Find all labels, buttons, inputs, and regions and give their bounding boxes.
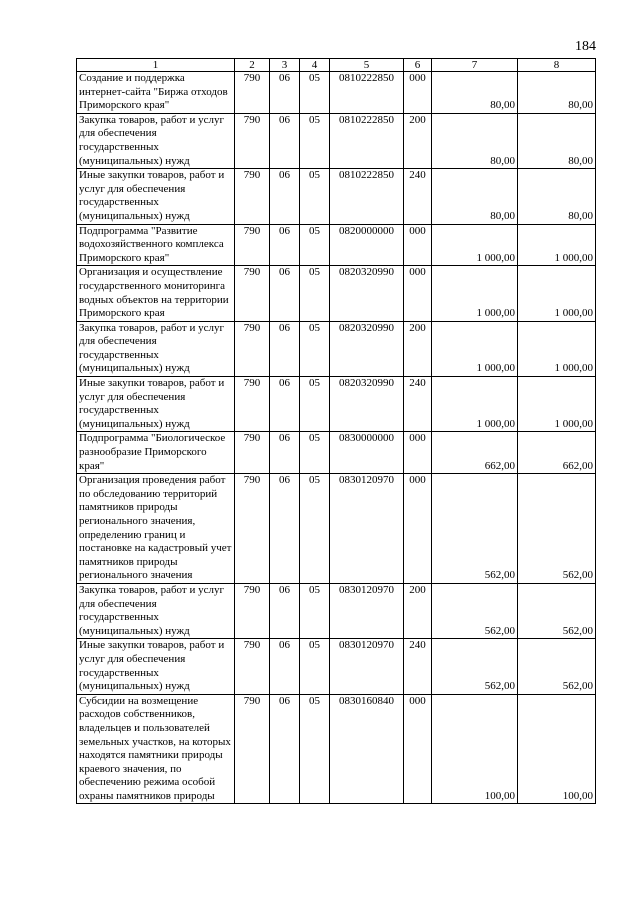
cell-amount-col7: 1 000,00: [432, 321, 518, 376]
cell-name: Создание и поддержка интернет-сайта "Биржа отходов Приморского края": [77, 72, 235, 114]
header-col-4: 4: [300, 59, 330, 72]
cell-amount-col8: 100,00: [518, 694, 596, 804]
cell-subsection-code: 05: [300, 639, 330, 694]
table-row: [77, 377, 596, 432]
cell-amount-col8: 80,00: [518, 113, 596, 168]
cell-section-code: 06: [270, 583, 300, 638]
cell-ved-code: 790: [235, 432, 270, 474]
header-col-8: 8: [518, 59, 596, 72]
cell-name: Субсидии на возмещение расходов собственников, владельцев и пользователей земельных участков, на которых находятся памятники природы краевого значения, по обеспечению режима особой охраны памятников природы: [77, 694, 235, 804]
cell-ved-code: 790: [235, 583, 270, 638]
cell-ved-code: 790: [235, 377, 270, 432]
table-row: [77, 169, 596, 224]
cell-amount-col7: 562,00: [432, 474, 518, 584]
cell-name: Закупка товаров, работ и услуг для обеспечения государственных (муниципальных) нужд: [77, 113, 235, 168]
cell-expense-type-code: 200: [404, 583, 432, 638]
table-row: [77, 113, 596, 168]
table-row: [77, 583, 596, 638]
cell-section-code: 06: [270, 694, 300, 804]
cell-amount-col8: 562,00: [518, 474, 596, 584]
cell-expense-type-code: 000: [404, 266, 432, 321]
table-body: [77, 72, 596, 804]
cell-name: Организация и осуществление государственного мониторинга водных объектов на территории Приморского края: [77, 266, 235, 321]
cell-expense-type-code: 200: [404, 113, 432, 168]
cell-section-code: 06: [270, 377, 300, 432]
cell-amount-col8: 1 000,00: [518, 266, 596, 321]
cell-subsection-code: 05: [300, 694, 330, 804]
cell-ved-code: 790: [235, 266, 270, 321]
cell-subsection-code: 05: [300, 113, 330, 168]
cell-ved-code: 790: [235, 321, 270, 376]
cell-subsection-code: 05: [300, 432, 330, 474]
cell-ved-code: 790: [235, 694, 270, 804]
cell-amount-col7: 80,00: [432, 113, 518, 168]
table-row: [77, 224, 596, 266]
cell-name: Иные закупки товаров, работ и услуг для обеспечения государственных (муниципальных) нужд: [77, 377, 235, 432]
cell-target-code: 0820320990: [330, 377, 404, 432]
header-col-3: 3: [270, 59, 300, 72]
cell-ved-code: 790: [235, 224, 270, 266]
table-row: [77, 321, 596, 376]
cell-expense-type-code: 000: [404, 72, 432, 114]
cell-subsection-code: 05: [300, 321, 330, 376]
cell-target-code: 0830120970: [330, 474, 404, 584]
cell-expense-type-code: 200: [404, 321, 432, 376]
table-row: [77, 72, 596, 114]
cell-amount-col8: 662,00: [518, 432, 596, 474]
cell-section-code: 06: [270, 432, 300, 474]
cell-amount-col8: 562,00: [518, 583, 596, 638]
cell-section-code: 06: [270, 639, 300, 694]
cell-expense-type-code: 000: [404, 474, 432, 584]
header-col-7: 7: [432, 59, 518, 72]
cell-ved-code: 790: [235, 639, 270, 694]
cell-amount-col8: 80,00: [518, 72, 596, 114]
cell-amount-col8: 80,00: [518, 169, 596, 224]
cell-ved-code: 790: [235, 113, 270, 168]
cell-section-code: 06: [270, 266, 300, 321]
cell-ved-code: 790: [235, 474, 270, 584]
cell-amount-col7: 662,00: [432, 432, 518, 474]
cell-target-code: 0820000000: [330, 224, 404, 266]
cell-amount-col7: 100,00: [432, 694, 518, 804]
cell-name: Подпрограмма "Развитие водохозяйственного комплекса Приморского края": [77, 224, 235, 266]
cell-expense-type-code: 240: [404, 639, 432, 694]
cell-ved-code: 790: [235, 72, 270, 114]
cell-amount-col8: 1 000,00: [518, 377, 596, 432]
cell-target-code: 0820320990: [330, 266, 404, 321]
cell-name: Организация проведения работ по обследованию территорий памятников природы регионального значения, определению границ и постановке на кадастровый учет памятников природы регионального значения: [77, 474, 235, 584]
header-col-2: 2: [235, 59, 270, 72]
budget-table: [76, 58, 596, 804]
cell-amount-col7: 80,00: [432, 169, 518, 224]
table-row: [77, 432, 596, 474]
cell-amount-col7: 1 000,00: [432, 377, 518, 432]
cell-subsection-code: 05: [300, 224, 330, 266]
cell-subsection-code: 05: [300, 169, 330, 224]
cell-target-code: 0830160840: [330, 694, 404, 804]
cell-amount-col7: 562,00: [432, 583, 518, 638]
table-row: [77, 694, 596, 804]
cell-subsection-code: 05: [300, 72, 330, 114]
cell-name: Подпрограмма "Биологическое разнообразие Приморского края": [77, 432, 235, 474]
cell-section-code: 06: [270, 169, 300, 224]
cell-target-code: 0830000000: [330, 432, 404, 474]
cell-name: Иные закупки товаров, работ и услуг для обеспечения государственных (муниципальных) нужд: [77, 639, 235, 694]
cell-expense-type-code: 000: [404, 224, 432, 266]
cell-target-code: 0810222850: [330, 169, 404, 224]
cell-subsection-code: 05: [300, 377, 330, 432]
table-row: [77, 639, 596, 694]
table-row: [77, 474, 596, 584]
cell-section-code: 06: [270, 72, 300, 114]
cell-amount-col7: 562,00: [432, 639, 518, 694]
cell-amount-col8: 1 000,00: [518, 321, 596, 376]
cell-amount-col7: 80,00: [432, 72, 518, 114]
cell-target-code: 0810222850: [330, 72, 404, 114]
header-col-5: 5: [330, 59, 404, 72]
cell-amount-col7: 1 000,00: [432, 266, 518, 321]
cell-target-code: 0810222850: [330, 113, 404, 168]
cell-target-code: 0830120970: [330, 639, 404, 694]
cell-subsection-code: 05: [300, 266, 330, 321]
cell-section-code: 06: [270, 474, 300, 584]
cell-amount-col8: 562,00: [518, 639, 596, 694]
cell-ved-code: 790: [235, 169, 270, 224]
cell-name: Закупка товаров, работ и услуг для обеспечения государственных (муниципальных) нужд: [77, 321, 235, 376]
header-row: [77, 59, 596, 72]
cell-subsection-code: 05: [300, 474, 330, 584]
cell-amount-col7: 1 000,00: [432, 224, 518, 266]
cell-section-code: 06: [270, 321, 300, 376]
cell-subsection-code: 05: [300, 583, 330, 638]
cell-section-code: 06: [270, 224, 300, 266]
cell-expense-type-code: 240: [404, 169, 432, 224]
cell-expense-type-code: 000: [404, 694, 432, 804]
cell-section-code: 06: [270, 113, 300, 168]
cell-expense-type-code: 000: [404, 432, 432, 474]
cell-target-code: 0830120970: [330, 583, 404, 638]
cell-amount-col8: 1 000,00: [518, 224, 596, 266]
header-col-6: 6: [404, 59, 432, 72]
table-row: [77, 266, 596, 321]
cell-name: Иные закупки товаров, работ и услуг для обеспечения государственных (муниципальных) нужд: [77, 169, 235, 224]
cell-expense-type-code: 240: [404, 377, 432, 432]
page-number: 184: [575, 39, 596, 54]
header-col-1: 1: [77, 59, 235, 72]
cell-target-code: 0820320990: [330, 321, 404, 376]
cell-name: Закупка товаров, работ и услуг для обеспечения государственных (муниципальных) нужд: [77, 583, 235, 638]
